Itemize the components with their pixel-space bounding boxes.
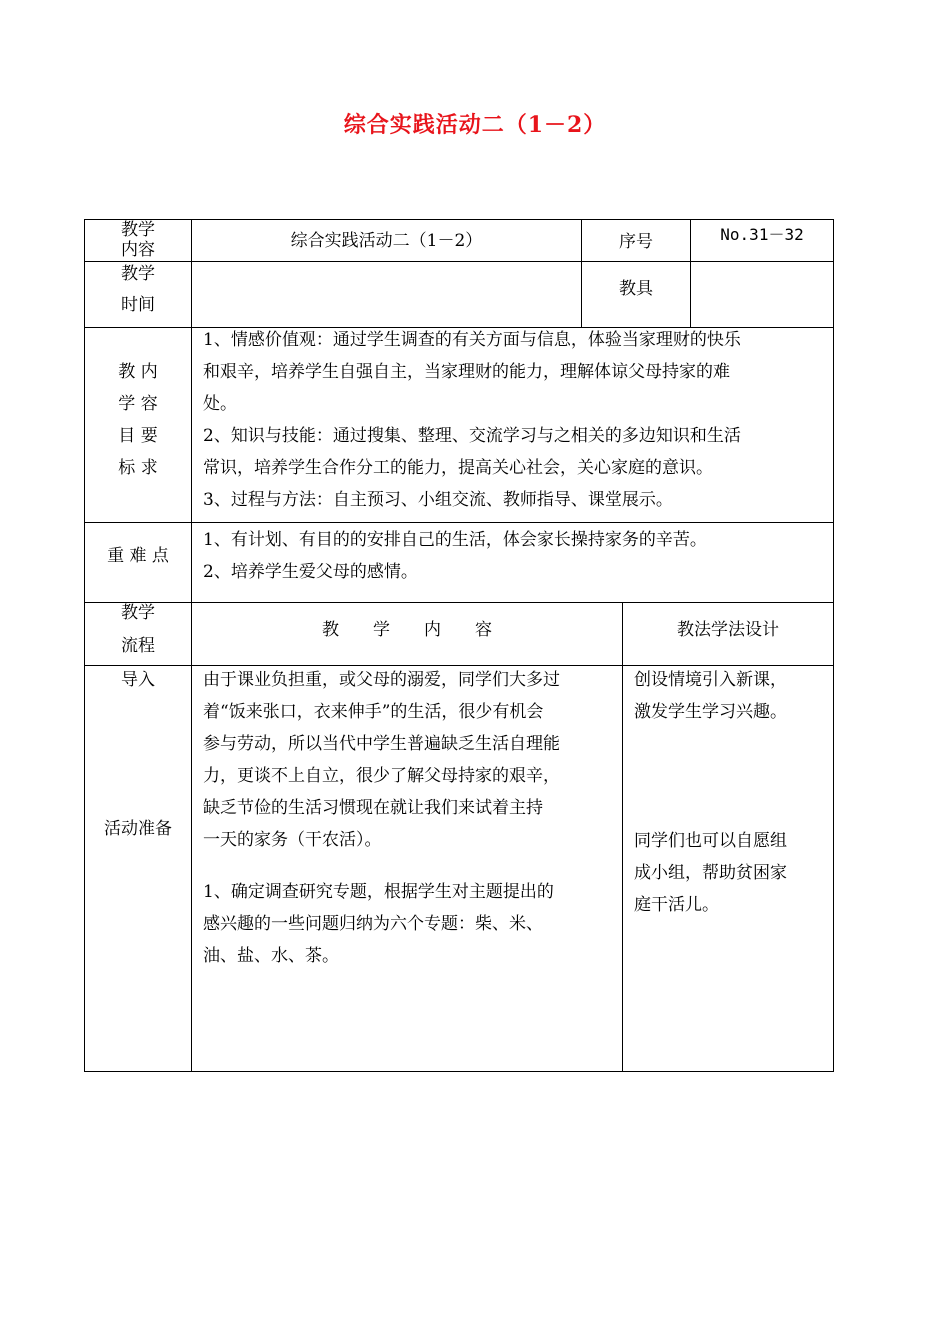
difficulties-label: 重 难 点 bbox=[107, 546, 169, 566]
goals-line: 1、情感价值观：通过学生调查的有关方面与信息，体验当家理财的快乐 bbox=[203, 330, 741, 350]
step-label: 导入 bbox=[121, 670, 155, 690]
method-line: 同学们也可以自愿组 bbox=[634, 831, 787, 851]
time-label-line1: 教学 bbox=[121, 264, 155, 284]
content-line: 参与劳动，所以当代中学生普遍缺乏生活自理能 bbox=[203, 734, 560, 754]
content-line: 由于课业负担重，或父母的溺爱，同学们大多过 bbox=[203, 670, 560, 690]
course-label-line2: 内容 bbox=[121, 240, 155, 260]
goals-label-line: 教 内 bbox=[118, 362, 158, 382]
goals-line: 常识，培养学生合作分工的能力，提高关心社会，关心家庭的意识。 bbox=[203, 458, 713, 478]
column-divider bbox=[191, 219, 192, 1072]
content-line: 缺乏节俭的生活习惯现在就让我们来试着主持 bbox=[203, 798, 543, 818]
method-prep bbox=[634, 825, 787, 921]
tools-label: 教具 bbox=[619, 279, 653, 299]
course-value: 综合实践活动二（1－2） bbox=[290, 231, 483, 251]
row-divider bbox=[84, 602, 834, 603]
goals-label-line: 标 求 bbox=[118, 458, 158, 478]
content-line: 1、确定调查研究专题，根据学生对主题提出的 bbox=[203, 882, 554, 902]
difficulty-line: 2、培养学生爱父母的感情。 bbox=[203, 562, 418, 582]
course-label-line1: 教学 bbox=[121, 220, 155, 240]
row-divider bbox=[84, 522, 834, 523]
goals-content bbox=[203, 324, 741, 516]
process-label-line2: 流程 bbox=[121, 636, 155, 656]
method-line: 激发学生学习兴趣。 bbox=[634, 702, 787, 722]
content-intro bbox=[203, 664, 560, 856]
seq-value: No.31－32 bbox=[720, 225, 804, 244]
goals-line: 和艰辛，培养学生自强自主，当家理财的能力，理解体谅父母持家的难 bbox=[203, 362, 730, 382]
process-label-line1: 教学 bbox=[121, 603, 155, 623]
goals-label bbox=[85, 356, 191, 484]
document-title: 综合实践活动二（1－2） bbox=[343, 112, 607, 138]
goals-line: 处。 bbox=[203, 394, 237, 414]
content-header: 教 学 内 容 bbox=[322, 620, 492, 640]
method-line: 成小组，帮助贫困家 bbox=[634, 863, 787, 883]
goals-line: 3、过程与方法：自主预习、小组交流、教师指导、课堂展示。 bbox=[203, 490, 673, 510]
row-divider bbox=[84, 261, 834, 262]
content-prep bbox=[203, 876, 554, 972]
content-line: 力，更谈不上自立，很少了解父母持家的艰辛， bbox=[203, 766, 560, 786]
method-intro bbox=[634, 664, 787, 728]
goals-label-line: 目 要 bbox=[118, 426, 158, 446]
method-line: 创设情境引入新课， bbox=[634, 670, 787, 690]
difficulties-content bbox=[203, 524, 707, 588]
step-label: 活动准备 bbox=[104, 819, 172, 839]
goals-label-line: 学 容 bbox=[118, 394, 158, 414]
column-divider bbox=[622, 602, 623, 1072]
goals-line: 2、知识与技能：通过搜集、整理、交流学习与之相关的多边知识和生活 bbox=[203, 426, 741, 446]
content-line: 油、盐、水、茶。 bbox=[203, 946, 339, 966]
method-line: 庭干活儿。 bbox=[634, 895, 719, 915]
time-label-line2: 时间 bbox=[121, 295, 155, 315]
content-line: 感兴趣的一些问题归纳为六个专题：柴、米、 bbox=[203, 914, 543, 934]
content-line: 着“饭来张口，衣来伸手”的生活，很少有机会 bbox=[203, 702, 544, 722]
seq-label: 序号 bbox=[619, 232, 653, 252]
difficulty-line: 1、有计划、有目的的安排自己的生活，体会家长操持家务的辛苦。 bbox=[203, 530, 707, 550]
method-header: 教法学法设计 bbox=[677, 620, 779, 640]
content-line: 一天的家务（干农活）。 bbox=[203, 830, 382, 850]
